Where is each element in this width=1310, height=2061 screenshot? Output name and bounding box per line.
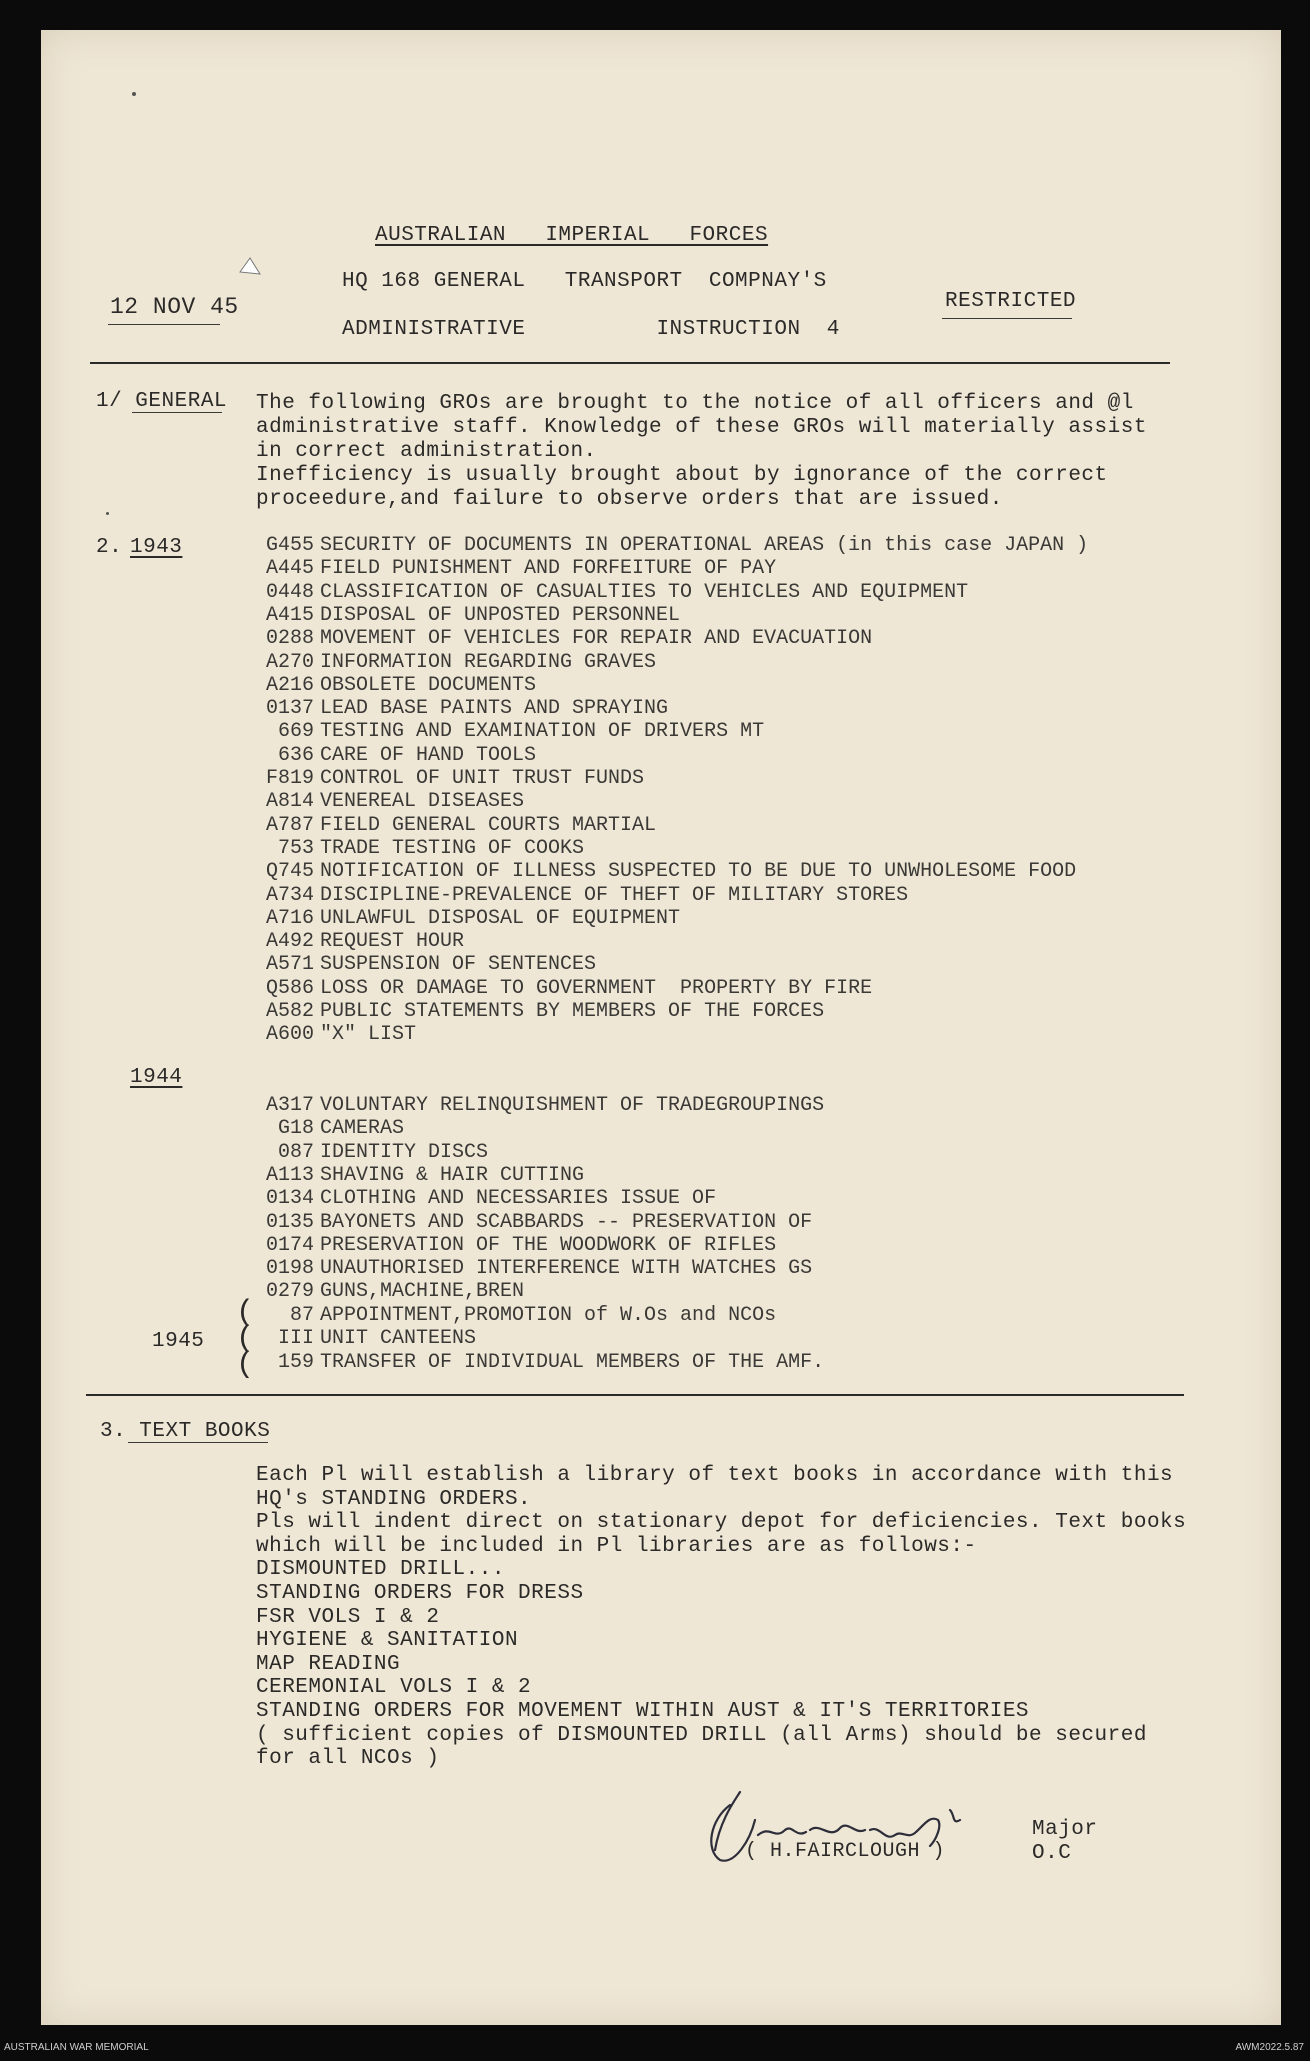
section1-line: Inefficiency is usually brought about by ignorance of the correct [256, 464, 1108, 487]
gro-code: 0174 [265, 1233, 314, 1257]
gro-title: CAMERAS [320, 1117, 405, 1141]
gro-title: CARE OF HAND TOOLS [320, 743, 537, 767]
gro-item [254, 674, 536, 698]
gro-title: SECURITY OF DOCUMENTS IN OPERATIONAL AREAS (in this case JAPAN ) [320, 534, 1089, 557]
classification-underline [942, 318, 1072, 319]
gro-code: 0137 [265, 697, 314, 721]
gro-item [254, 977, 872, 1001]
gro-title: FIELD PUNISHMENT AND FORFEITURE OF PAY [320, 557, 777, 581]
gro-title: CONTROL OF UNIT TRUST FUNDS [320, 767, 645, 790]
gro-title: VENEREAL DISEASES [320, 790, 525, 814]
paper-mark [132, 92, 136, 96]
gro-title: TRANSFER OF INDIVIDUAL MEMBERS OF THE AMF. [320, 1350, 825, 1374]
gro-code: Q745 [265, 860, 314, 884]
section1-label-underline [132, 412, 222, 413]
gro-title: PRESERVATION OF THE WOODWORK OF RIFLES [320, 1233, 777, 1257]
gro-title: OBSOLETE DOCUMENTS [320, 673, 537, 697]
gro-code: 669 [277, 720, 314, 744]
gro-item [254, 1234, 776, 1258]
gro-code: A787 [265, 813, 314, 837]
gro-item [254, 953, 596, 977]
section3-line: ( sufficient copies of DISMOUNTED DRILL (all Arms) should be secured [256, 1723, 1147, 1747]
gro-item [254, 837, 584, 861]
gro-item [254, 1351, 824, 1375]
section3-line: CEREMONIAL VOLS I & 2 [256, 1676, 532, 1700]
paper-mark [106, 512, 109, 515]
gro-title: UNLAWFUL DISPOSAL OF EQUIPMENT [320, 906, 681, 930]
gro-code: A716 [265, 906, 314, 930]
header-unit: HQ 168 GENERAL TRANSPORT COMPNAY'S [342, 270, 827, 293]
year-1945-label: 1945 [152, 1330, 205, 1353]
year-1944-label: 1944 [130, 1066, 183, 1089]
gro-title: LOSS OR DAMAGE TO GOVERNMENT PROPERTY BY FIRE [320, 976, 873, 1000]
gro-title: GUNS,MACHINE,BREN [320, 1280, 525, 1304]
footer-institution: AUSTRALIAN WAR MEMORIAL [4, 2042, 149, 2053]
gro-code: A317 [265, 1094, 314, 1117]
section1-line: The following GROs are brought to the notice of all officers and @l [256, 392, 1134, 415]
gro-item [254, 627, 872, 651]
year-1943-label: 1943 [130, 536, 183, 559]
section3-label-underline [128, 1442, 268, 1443]
header-divider [90, 362, 1170, 364]
gro-item [254, 767, 644, 791]
gro-code: 0134 [265, 1187, 314, 1211]
gro-code: 0448 [265, 580, 314, 604]
gro-title: PUBLIC STATEMENTS BY MEMBERS OF THE FORCES [320, 1000, 825, 1023]
section3-line: STANDING ORDERS FOR MOVEMENT WITHIN AUST & IT'S TERRITORIES [256, 1700, 1030, 1723]
section3-line: HQ's STANDING ORDERS. [256, 1487, 532, 1511]
gro-item [254, 1327, 476, 1351]
gro-item [254, 557, 776, 581]
gro-item [254, 697, 668, 721]
gro-code: A492 [265, 930, 314, 954]
gro-item [254, 860, 1076, 884]
section3-line: STANDING ORDERS FOR DRESS [256, 1582, 584, 1605]
gro-code: A571 [265, 953, 314, 977]
gro-title: MOVEMENT OF VEHICLES FOR REPAIR AND EVACUATION [320, 627, 873, 651]
gro-item [254, 1280, 524, 1304]
gro-item [254, 1141, 488, 1165]
gro-item [254, 604, 680, 628]
header-instruction: ADMINISTRATIVE INSTRUCTION 4 [342, 318, 840, 341]
gro-title: FIELD GENERAL COURTS MARTIAL [320, 813, 657, 837]
gro-code: A734 [265, 883, 314, 907]
gro-code: III [277, 1327, 314, 1351]
gro-item [254, 1117, 404, 1141]
header-title: AUSTRALIAN IMPERIAL FORCES [375, 224, 769, 247]
footer-catalogue-number: AWM2022.5.87 [1235, 2042, 1304, 2053]
gro-item [254, 1094, 824, 1118]
classification-stamp: RESTRICTED [945, 290, 1077, 313]
gro-title: DISCIPLINE-PREVALENCE OF THEFT OF MILITARY STORES [320, 883, 909, 907]
section3-line: Pls will indent direct on stationary depot for deficiencies. Text books [256, 1511, 1187, 1535]
section3-line: which will be included in Pl libraries are as follows:- [256, 1534, 977, 1558]
signatory-rank: Major [1032, 1818, 1098, 1841]
gro-item [254, 884, 908, 908]
paper-tear-mark [236, 252, 266, 282]
gro-code: 636 [277, 743, 314, 767]
gro-title: TRADE TESTING OF COOKS [320, 836, 585, 860]
gro-item [254, 1023, 416, 1047]
section1-line: proceedure,and failure to observe orders that are issued. [256, 488, 1003, 511]
gro-code: A445 [265, 557, 314, 581]
section3-line: MAP READING [256, 1652, 401, 1676]
gro-title: IDENTITY DISCS [320, 1140, 489, 1164]
section3-line: HYGIENE & SANITATION [256, 1629, 519, 1653]
section1-label: 1/ GENERAL [96, 390, 228, 413]
gro-item [254, 907, 680, 931]
section1-line: in correct administration. [256, 440, 597, 463]
gro-title: CLOTHING AND NECESSARIES ISSUE OF [320, 1187, 717, 1211]
gro-item [254, 1187, 716, 1211]
gro-title: SHAVING & HAIR CUTTING [320, 1163, 585, 1187]
gro-title: UNIT CANTEENS [320, 1327, 477, 1351]
gro-code: 753 [277, 836, 314, 860]
section2-number: 2. [96, 536, 123, 559]
gro-code: 0135 [265, 1210, 314, 1234]
gro-item [254, 744, 536, 768]
gro-code: A216 [265, 673, 314, 697]
gro-item [254, 1304, 776, 1328]
gro-code: 0288 [265, 627, 314, 651]
section2-divider [86, 1394, 1184, 1396]
gro-title: APPOINTMENT,PROMOTION of W.Os and NCOs [320, 1304, 777, 1327]
gro-code: 0198 [265, 1257, 314, 1281]
gro-code: 0279 [265, 1280, 314, 1304]
gro-title: BAYONETS AND SCABBARDS -- PRESERVATION OF [320, 1210, 813, 1234]
gro-item [254, 1211, 812, 1235]
section3-line: Each Pl will establish a library of text books in accordance with this [256, 1464, 1174, 1487]
gro-item [254, 930, 464, 954]
gro-code: 087 [277, 1140, 314, 1164]
signatory-role: O.C [1032, 1842, 1072, 1865]
section3-label: 3. TEXT BOOKS [100, 1420, 271, 1443]
section3-line: DISMOUNTED DRILL... [256, 1558, 505, 1582]
gro-code: 159 [277, 1350, 314, 1374]
gro-item [254, 1000, 824, 1024]
gro-item [254, 534, 1088, 558]
gro-title: TESTING AND EXAMINATION OF DRIVERS MT [320, 720, 765, 744]
gro-code: A582 [265, 1000, 314, 1023]
gro-title: NOTIFICATION OF ILLNESS SUSPECTED TO BE DUE TO UNWHOLESOME FOOD [320, 860, 1077, 884]
gro-code: Q586 [265, 976, 314, 1000]
gro-code: G18 [277, 1117, 314, 1141]
gro-title: LEAD BASE PAINTS AND SPRAYING [320, 697, 669, 721]
gro-item [254, 1164, 584, 1188]
gro-code: F819 [265, 767, 314, 790]
gro-code: A113 [265, 1163, 314, 1187]
date-underline [108, 324, 220, 325]
gro-code: G455 [265, 534, 314, 557]
gro-code: A415 [265, 603, 314, 627]
gro-item [254, 1257, 812, 1281]
gro-title: CLASSIFICATION OF CASUALTIES TO VEHICLES AND EQUIPMENT [320, 580, 969, 604]
gro-title: "X" LIST [320, 1023, 417, 1047]
gro-item [254, 720, 764, 744]
gro-title: REQUEST HOUR [320, 930, 465, 954]
gro-item [254, 814, 656, 838]
gro-code: A814 [265, 790, 314, 814]
document-date: 12 NOV 45 [110, 294, 239, 320]
signatory-name: ( H.FAIRCLOUGH ) [745, 1840, 946, 1863]
section3-line: FSR VOLS I & 2 [256, 1605, 440, 1629]
gro-title: DISPOSAL OF UNPOSTED PERSONNEL [320, 603, 681, 627]
section3-line: for all NCOs ) [256, 1747, 440, 1771]
gro-item [254, 581, 968, 605]
gro-item [254, 651, 656, 675]
gro-title: UNAUTHORISED INTERFERENCE WITH WATCHES GS [320, 1257, 813, 1281]
gro-title: SUSPENSION OF SENTENCES [320, 953, 597, 977]
year-1945-bracket: ( ( ( [236, 1296, 255, 1382]
gro-title: VOLUNTARY RELINQUISHMENT OF TRADEGROUPINGS [320, 1094, 825, 1117]
gro-title: INFORMATION REGARDING GRAVES [320, 650, 657, 674]
gro-code: 87 [289, 1304, 314, 1327]
section1-line: administrative staff. Knowledge of these GROs will materially assist [256, 416, 1147, 439]
gro-code: A270 [265, 650, 314, 674]
gro-item [254, 790, 524, 814]
gro-code: A600 [265, 1023, 314, 1047]
